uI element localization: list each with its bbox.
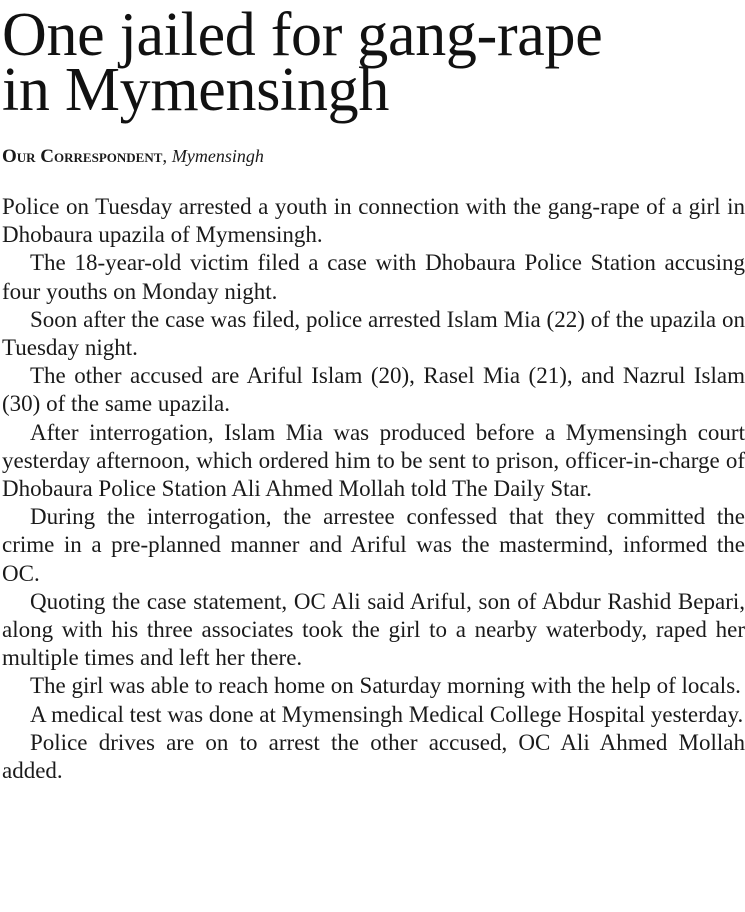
paragraph: A medical test was done at Mymensingh Medical College Hospital yesterday. — [30, 701, 744, 727]
headline — [2, 0, 745, 124]
paragraph: The other accused are Ariful Islam (20), Rasel Mia (21), and Nazrul Islam (30) of the same upazila. — [2, 363, 745, 417]
byline-place: Mymensingh — [171, 146, 264, 166]
paragraph: The 18-year-old victim filed a case with Dhobaura Police Station accusing four youths on Monday night. — [2, 250, 745, 304]
byline-author: Our Correspondent — [2, 146, 163, 167]
paragraph: During the interrogation, the arrestee confessed that they committed the crime in a pre-planned manner and Ariful was the mastermind, informed the OC. — [2, 504, 745, 586]
paragraph: The girl was able to reach home on Saturday morning with the help of locals. — [30, 673, 741, 699]
byline — [2, 146, 745, 167]
paragraph: Soon after the case was filed, police arrested Islam Mia (22) of the upazila on Tuesday night. — [2, 306, 745, 361]
paragraph: Police on Tuesday arrested a youth in connection with the gang-rape of a girl in Dhobaura upazila of Mymensingh. — [2, 194, 745, 248]
article-body — [2, 193, 745, 785]
news-article — [2, 0, 745, 785]
byline-separator: , — [162, 146, 172, 167]
paragraph: Quoting the case statement, OC Ali said Ariful, son of Abdur Rashid Bepari, along with his three associates took the girl to a nearby waterbody, raped her multiple times and left her there. — [2, 588, 745, 671]
paragraph: Police drives are on to arrest the other accused, OC Ali Ahmed Mollah added. — [2, 729, 745, 784]
paragraph: After interrogation, Islam Mia was produced before a Mymensingh court yesterday afternoon, which ordered him to be sent to prison, officer-in-charge of Dhobaura Police Station Ali Ahmed Mollah told The Daily Star. — [2, 419, 745, 502]
headline-line-1: One jailed for gang-rape — [2, 1, 603, 69]
headline-line-2: in Mymensingh — [2, 56, 390, 124]
